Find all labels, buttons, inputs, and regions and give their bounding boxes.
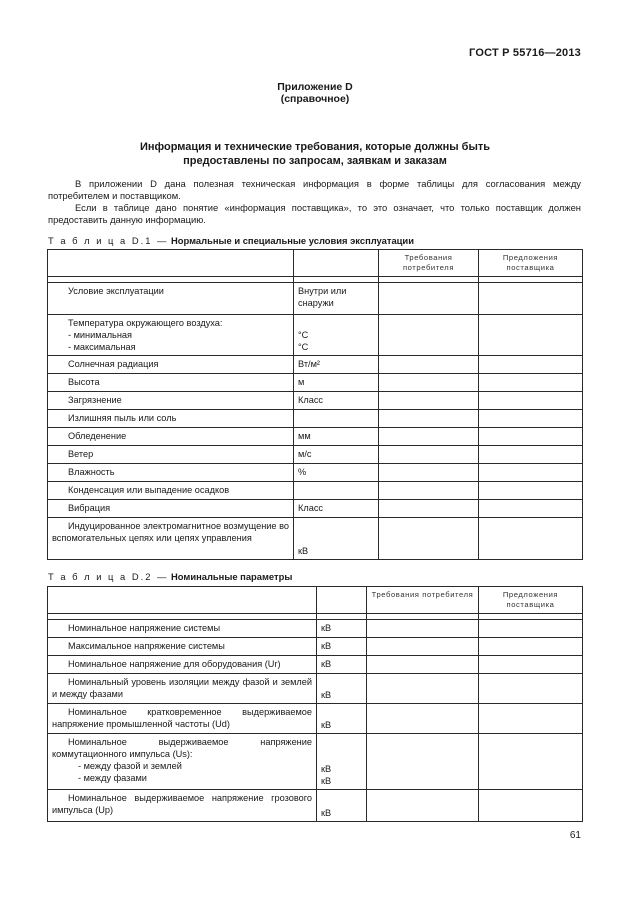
supplier-input-cell[interactable] [479, 428, 583, 446]
supplier-input-cell[interactable] [479, 356, 583, 374]
customer-input-cell[interactable] [379, 428, 479, 446]
supplier-input-cell[interactable] [479, 315, 583, 356]
table1-header-supplier: Предложения поставщика [479, 250, 583, 277]
supplier-input-cell[interactable] [479, 500, 583, 518]
table-row: Номинальный уровень изоляции между фазой и землей и между фазами кВ [48, 674, 583, 704]
table2-header-supplier: Предложения поставщика [479, 587, 583, 614]
customer-input-cell[interactable] [367, 674, 479, 704]
table2-header-customer: Требования потребителя [367, 587, 479, 614]
intro-paragraph-2: Если в таблице дано понятие «информация поставщика», то это означает, что только поставщик должен предоставить данную информацию. [48, 202, 581, 225]
customer-input-cell[interactable] [379, 500, 479, 518]
supplier-input-cell[interactable] [479, 734, 583, 790]
supplier-input-cell[interactable] [479, 518, 583, 560]
table-row: Загрязнение Класс [48, 392, 583, 410]
customer-input-cell[interactable] [367, 638, 479, 656]
table2-rated-parameters [47, 586, 583, 822]
customer-input-cell[interactable] [379, 374, 479, 392]
table2-caption: Т а б л и ц а D.2 — Номинальные параметры [48, 571, 293, 582]
table-row: Максимальное напряжение системы кВ [48, 638, 583, 656]
supplier-input-cell[interactable] [479, 446, 583, 464]
standard-number: ГОСТ Р 55716—2013 [469, 47, 581, 59]
supplier-input-cell[interactable] [479, 374, 583, 392]
table-row: Индуцированное электромагнитное возмущение во вспомогательных цепях или цепях управления кВ [48, 518, 583, 560]
table1-header-customer: Требования потребителя [379, 250, 479, 277]
supplier-input-cell[interactable] [479, 620, 583, 638]
customer-input-cell[interactable] [379, 410, 479, 428]
customer-input-cell[interactable] [379, 283, 479, 315]
table-row: Температура окружающего воздуха: - минимальная - максимальная °С °С [48, 315, 583, 356]
table-row: Высота м [48, 374, 583, 392]
supplier-input-cell[interactable] [479, 410, 583, 428]
table-row: Номинальное напряжение системы кВ [48, 620, 583, 638]
table1-operating-conditions [47, 249, 583, 560]
customer-input-cell[interactable] [379, 392, 479, 410]
customer-input-cell[interactable] [367, 656, 479, 674]
supplier-input-cell[interactable] [479, 674, 583, 704]
customer-input-cell[interactable] [367, 620, 479, 638]
table-row: Номинальное кратковременное выдерживаемое напряжение промышленной частоты (Ud) кВ [48, 704, 583, 734]
intro-paragraph-1: В приложении D дана полезная техническая информация в форме таблицы для согласования между потребителем и поставщиком. [48, 178, 581, 201]
page-number: 61 [569, 830, 581, 841]
table-row: Обледенение мм [48, 428, 583, 446]
table-row: Конденсация или выпадение осадков [48, 482, 583, 500]
table-row: Солнечная радиация Вт/м² [48, 356, 583, 374]
customer-input-cell[interactable] [367, 704, 479, 734]
customer-input-cell[interactable] [367, 790, 479, 822]
supplier-input-cell[interactable] [479, 656, 583, 674]
supplier-input-cell[interactable] [479, 283, 583, 315]
table-row: Ветер м/с [48, 446, 583, 464]
customer-input-cell[interactable] [379, 518, 479, 560]
supplier-input-cell[interactable] [479, 790, 583, 822]
table-row: Номинальное выдерживаемое напряжение грозового импульса (Up) кВ [48, 790, 583, 822]
table-row: Вибрация Класс [48, 500, 583, 518]
customer-input-cell[interactable] [379, 356, 479, 374]
customer-input-cell[interactable] [379, 464, 479, 482]
supplier-input-cell[interactable] [479, 482, 583, 500]
appendix-label: Приложение D [277, 81, 353, 93]
supplier-input-cell[interactable] [479, 392, 583, 410]
table-row: Излишняя пыль или соль [48, 410, 583, 428]
table1-caption: Т а б л и ц а D.1 — Нормальные и специальные условия эксплуатации [48, 235, 414, 246]
section-title-line2: предоставлены по запросам, заявкам и заказам [183, 155, 447, 167]
customer-input-cell[interactable] [367, 734, 479, 790]
customer-input-cell[interactable] [379, 315, 479, 356]
table-row: Влажность % [48, 464, 583, 482]
section-title-line1: Информация и технические требования, которые должны быть [139, 141, 491, 153]
supplier-input-cell[interactable] [479, 704, 583, 734]
appendix-type: (справочное) [280, 93, 350, 105]
customer-input-cell[interactable] [379, 446, 479, 464]
table-row: Номинальное напряжение для оборудования (Ur) кВ [48, 656, 583, 674]
supplier-input-cell[interactable] [479, 464, 583, 482]
table-row: Условие эксплуатации Внутри или снаружи [48, 283, 583, 315]
supplier-input-cell[interactable] [479, 638, 583, 656]
customer-input-cell[interactable] [379, 482, 479, 500]
table-row: Номинальное выдерживаемое напряжение коммутационного импульса (Us): - между фазой и землей - между фазами кВ кВ [48, 734, 583, 790]
